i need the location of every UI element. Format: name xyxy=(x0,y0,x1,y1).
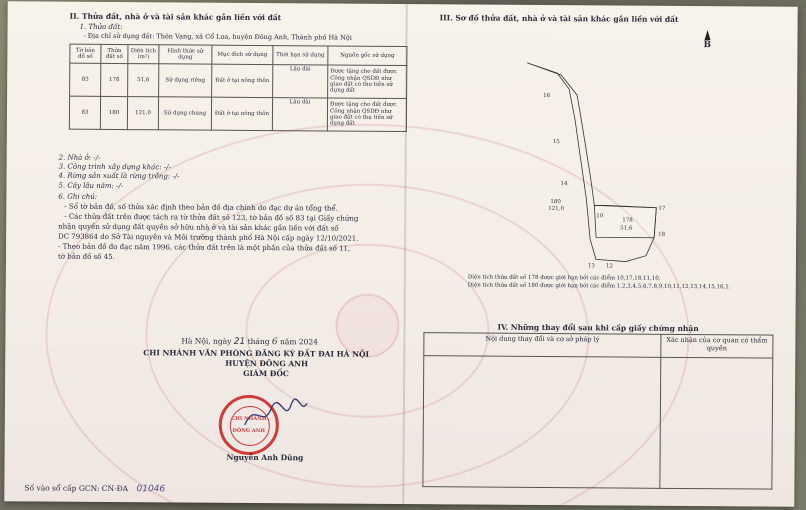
construction-line: 3. Công trình xây dựng khác: -/- xyxy=(58,162,171,172)
cell: Được tặng cho đất được Công nhận QSDĐ như giao đất có thu tiền sử dụng đất xyxy=(328,65,407,99)
col-area: Diện tích (m²) xyxy=(128,45,159,64)
parcel-table-header xyxy=(70,44,407,65)
changes-body-confirmation xyxy=(660,357,773,489)
changes-col-confirmation: Xác nhận của cơ quan có thẩm quyền xyxy=(661,334,773,358)
point-13-label: 13 xyxy=(587,263,595,270)
cell: 83 xyxy=(69,96,100,129)
col-usage-form: Hình thức sử dụng xyxy=(159,45,212,64)
cell: 180 xyxy=(100,96,127,129)
point-17-label: 17 xyxy=(658,205,666,212)
point-10-label: 10 xyxy=(596,213,604,220)
parcel-address: - Địa chỉ sử dụng đất: Thôn Vang, xã Cổ Loa, huyện Đông Anh, Thành phố Hà Nội xyxy=(83,31,352,42)
cell: Lâu dài xyxy=(272,98,327,131)
signer-role: GIÁM ĐỐC xyxy=(243,368,289,379)
parcel-subheading: 1. Thửa đất: xyxy=(79,22,123,32)
note-line: - Sổ tờ bản đồ, số thửa xác định theo bản đồ địa chính do đạc dự án tổng thể. xyxy=(64,202,338,213)
point-14-label: 14 xyxy=(560,181,568,188)
signing-day: 21 xyxy=(233,336,246,347)
cell: Đất ở tại nông thôn xyxy=(212,64,273,97)
official-seal: CHI NHÁNH ĐÔNG ANH xyxy=(219,395,279,455)
issuing-office: CHI NHÁNH VĂN PHÒNG ĐĂNG KÝ ĐẤT ĐAI HÀ NỘI xyxy=(143,348,370,359)
note-line: - Theo bản đồ đo đạc năm 1996, các thửa đất trên là một phần của thửa đất số 11, xyxy=(58,242,351,253)
signing-month: 6 xyxy=(271,337,278,348)
point-18-label: 18 xyxy=(658,231,666,238)
bronze-drum-center xyxy=(335,294,399,358)
notes-title: 6. Ghi chú: xyxy=(58,192,98,201)
parcel-180-label: 180 xyxy=(550,199,561,206)
parcel-table xyxy=(69,44,408,132)
signer-name: Nguyễn Anh Dũng xyxy=(226,452,304,463)
section2-heading: II. Thửa đất, nhà ở và tài sản khác gắn liền với đất xyxy=(69,11,282,23)
col-parcel-no: Thửa đất số xyxy=(101,44,128,63)
changes-table-header xyxy=(424,333,773,358)
cell: 51,6 xyxy=(128,64,159,97)
changes-body-content xyxy=(423,356,661,489)
col-term: Thời hạn sử dụng xyxy=(273,46,328,65)
note-line: nhận quyền sử dụng đất quyền sở hữu nhà ở và tài sản khác gắn liền với đất số xyxy=(58,222,339,233)
cell: Được tặng cho đất được Công nhận QSDĐ như giao đất có thu tiền sử dụng đất xyxy=(327,98,406,132)
section3-heading: III. Sơ đồ thửa đất, nhà ở và tài sản khác gắn liền với đất xyxy=(439,13,679,24)
col-purpose: Mục đích sử dụng xyxy=(212,45,273,64)
table-row xyxy=(70,63,407,98)
forest-line: 4. Rừng sản xuất là rừng trồng: -/- xyxy=(58,171,180,181)
cell: 178 xyxy=(101,63,128,96)
cell: Sử dụng riêng xyxy=(159,64,212,97)
col-origin: Nguồn gốc sử dụng xyxy=(328,46,407,66)
point-12-label: 12 xyxy=(605,263,613,270)
cell: Đất ở tại nông thôn xyxy=(211,97,272,130)
parcel-178-boundary-note: Diện tích thửa đất số 178 được giới hạn bởi các điểm 10,17,18,11,10. xyxy=(467,274,661,282)
changes-col-content: Nội dung thay đổi và cơ sở pháp lý xyxy=(424,333,661,358)
land-certificate-document xyxy=(4,1,797,507)
col-map-sheet: Tờ bản đồ số xyxy=(70,44,101,63)
parcel-178-area: 51,6 xyxy=(620,225,633,232)
changes-table xyxy=(422,332,773,489)
note-line: - Các thửa đất trên được tách ra từ thửa đất số 123, tờ bản đồ số 83 tại Giấy chứng xyxy=(64,212,359,223)
cell: Lâu dài xyxy=(273,65,328,98)
parcel-178-label: 178 xyxy=(622,217,633,224)
handwritten-signature xyxy=(241,395,311,435)
registry-number: Số vào sổ cấp GCN: CN-ĐA 01046 xyxy=(24,483,166,495)
note-line: DC 793864 do Sở Tài nguyên và Môi trường thành phố Hà Nội cấp ngày 12/10/2021. xyxy=(58,232,359,243)
issuing-district: HUYỆN ĐÔNG ANH xyxy=(225,358,309,369)
cell: 83 xyxy=(70,63,101,96)
changes-table-body xyxy=(423,356,773,489)
parcel-180-area: 121,0 xyxy=(548,206,565,213)
parcel-180-boundary-note: Diện tích thửa đất số 180 được giới hạn bởi các điểm 1,2,3,4,5,6,7,8,9,10,11,12,13,14,15,16,1. xyxy=(467,282,731,291)
point-15-label: 15 xyxy=(552,139,560,146)
parcel-diagram xyxy=(516,59,697,270)
cell: Sử dụng chung xyxy=(158,97,211,130)
trees-line: 5. Cây lâu năm: -/- xyxy=(58,181,124,191)
signing-date: Hà Nội, ngày 21 tháng 6 năm 2024 xyxy=(181,336,318,348)
north-arrow-icon: B xyxy=(703,30,711,50)
note-line: tờ bản đồ số 45. xyxy=(57,252,115,262)
point-16-label: 16 xyxy=(543,92,551,100)
section4-heading: IV. Những thay đổi sau khi cấp giấy chứng nhận xyxy=(497,322,699,334)
registry-handwritten-number: 01046 xyxy=(136,484,166,495)
table-row xyxy=(69,96,406,131)
house-line: 2. Nhà ở: -/- xyxy=(58,153,101,162)
cell: 121,0 xyxy=(127,97,158,130)
